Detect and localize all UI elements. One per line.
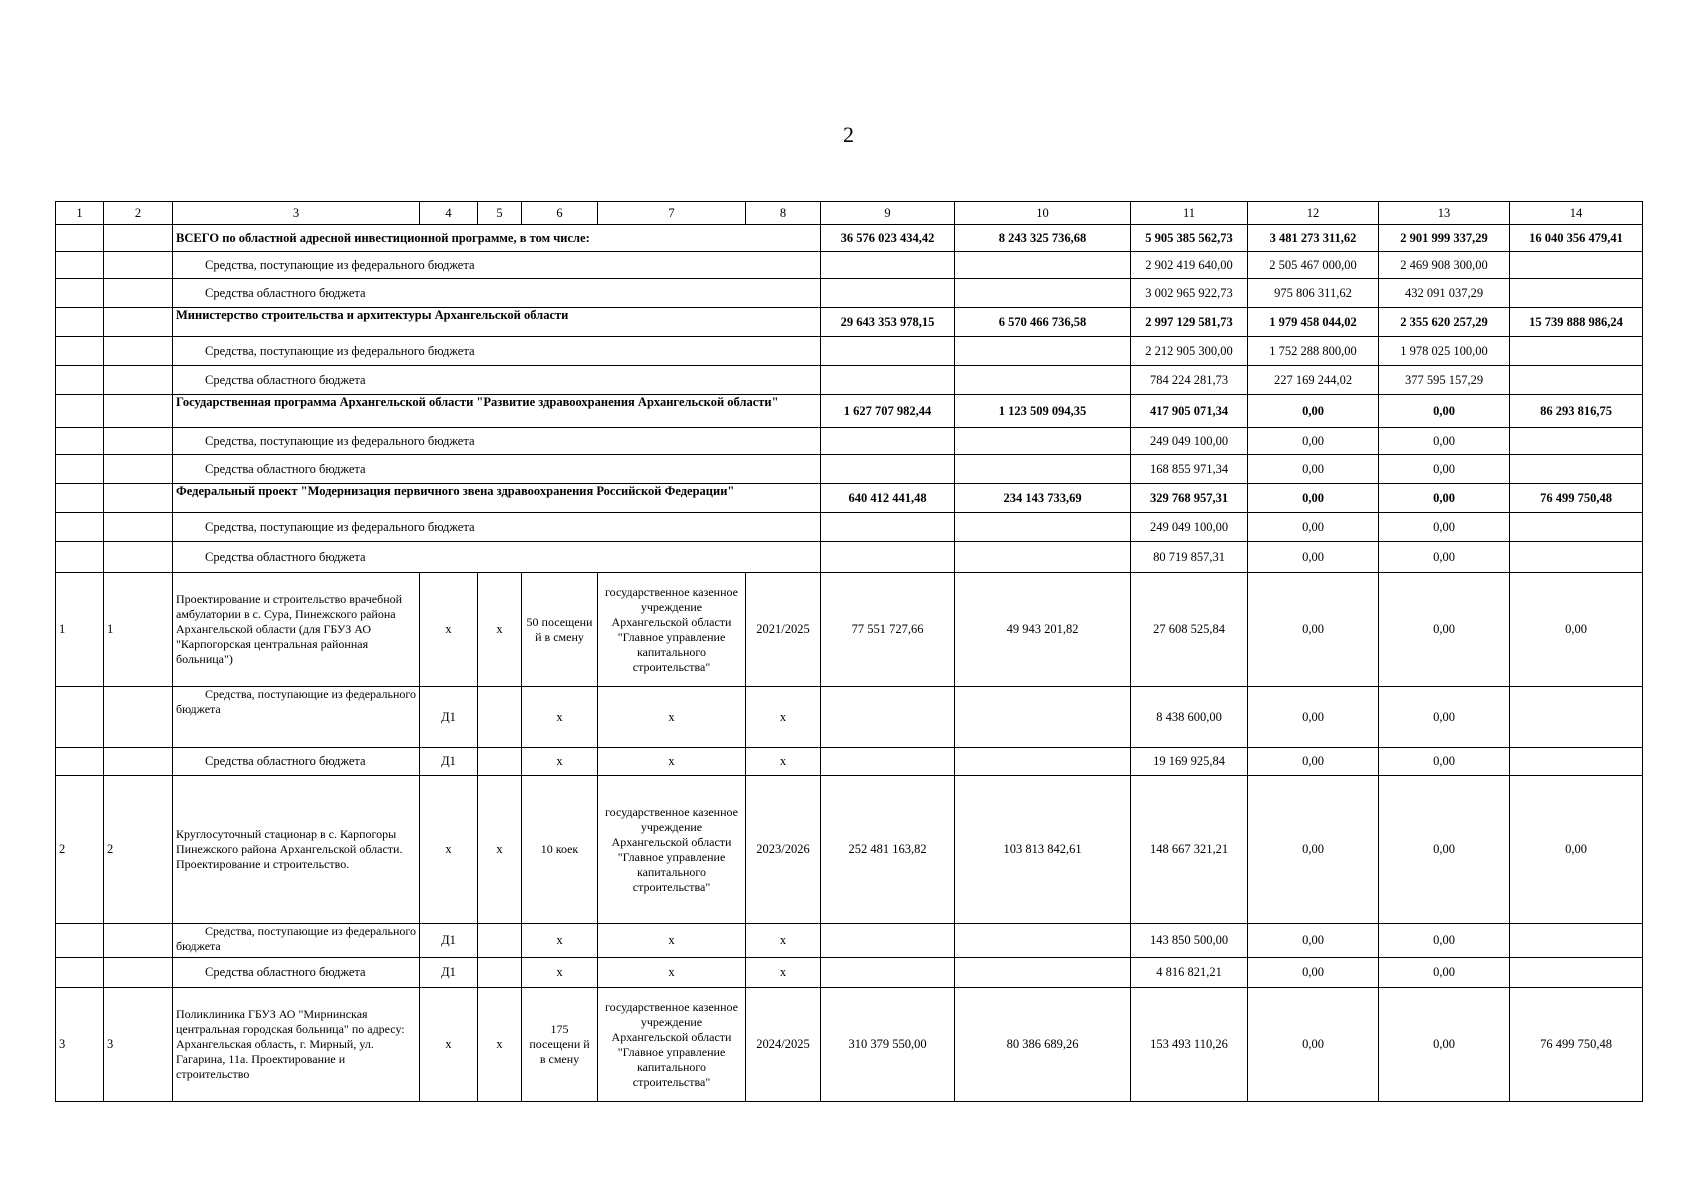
object-capacity: 10 коек <box>522 776 598 924</box>
table-body <box>56 202 1643 1102</box>
object-number: 2 <box>56 776 104 924</box>
object-capacity: x <box>522 748 598 776</box>
section-title: Министерство строительства и архитектуры Архангельской области <box>173 308 821 337</box>
cell-num <box>56 687 104 748</box>
amount-v12: 0,00 <box>1248 542 1379 573</box>
object-amount-v9 <box>821 958 955 988</box>
cell-num <box>56 455 104 484</box>
object-customer: x <box>598 687 746 748</box>
object-name: Проектирование и строительство врачебной амбулатории в с. Сура, Пинежского района Архангельской области (для ГБУЗ АО "Карпогорская центральная районная больница") <box>173 573 420 687</box>
object-period: 2023/2026 <box>746 776 821 924</box>
header-cell-11: 11 <box>1131 202 1248 225</box>
object-period: x <box>746 687 821 748</box>
amount-v14: 76 499 750,48 <box>1510 484 1643 513</box>
amount-v14: 15 739 888 986,24 <box>1510 308 1643 337</box>
amount-v14 <box>1510 428 1643 455</box>
amount-v11: 2 212 905 300,00 <box>1131 337 1248 366</box>
object-col4: Д1 <box>420 958 478 988</box>
cell-num <box>56 252 104 279</box>
object-amount-v12: 0,00 <box>1248 958 1379 988</box>
object-amount-v10: 49 943 201,82 <box>955 573 1131 687</box>
amount-v12: 1 752 288 800,00 <box>1248 337 1379 366</box>
amount-v13: 0,00 <box>1379 484 1510 513</box>
summary-row <box>56 252 1643 279</box>
object-amount-v14 <box>1510 687 1643 748</box>
object-col5 <box>478 748 522 776</box>
summary-row <box>56 337 1643 366</box>
object-amount-v11: 19 169 925,84 <box>1131 748 1248 776</box>
object-amount-v12: 0,00 <box>1248 988 1379 1102</box>
section-title: ВСЕГО по областной адресной инвестиционной программе, в том числе: <box>173 225 821 252</box>
funding-source-label: Средства, поступающие из федерального бюджета <box>173 428 821 455</box>
object-amount-v13: 0,00 <box>1379 687 1510 748</box>
amount-v14: 16 040 356 479,41 <box>1510 225 1643 252</box>
object-amount-v12: 0,00 <box>1248 748 1379 776</box>
cell-num2 <box>104 252 173 279</box>
amount-v14 <box>1510 337 1643 366</box>
investment-program-table <box>55 201 1643 1102</box>
object-col4: Д1 <box>420 924 478 958</box>
amount-v13: 2 901 999 337,29 <box>1379 225 1510 252</box>
object-row <box>56 776 1643 924</box>
amount-v13: 0,00 <box>1379 395 1510 428</box>
section-title: Федеральный проект "Модернизация первичного звена здравоохранения Российской Федерации" <box>173 484 821 513</box>
header-cell-9: 9 <box>821 202 955 225</box>
object-col5: x <box>478 776 522 924</box>
header-cell-3: 3 <box>173 202 420 225</box>
cell-num2 <box>104 542 173 573</box>
amount-v11: 2 997 129 581,73 <box>1131 308 1248 337</box>
object-amount-v9 <box>821 748 955 776</box>
object-col5: x <box>478 988 522 1102</box>
cell-num2 <box>104 958 173 988</box>
amount-v13: 0,00 <box>1379 542 1510 573</box>
object-capacity: x <box>522 687 598 748</box>
cell-num <box>56 279 104 308</box>
amount-v9 <box>821 542 955 573</box>
amount-v14 <box>1510 542 1643 573</box>
object-amount-v12: 0,00 <box>1248 687 1379 748</box>
amount-v11: 168 855 971,34 <box>1131 455 1248 484</box>
amount-v9 <box>821 337 955 366</box>
amount-v11: 5 905 385 562,73 <box>1131 225 1248 252</box>
object-amount-v13: 0,00 <box>1379 748 1510 776</box>
object-amount-v13: 0,00 <box>1379 776 1510 924</box>
object-row <box>56 573 1643 687</box>
header-cell-14: 14 <box>1510 202 1643 225</box>
amount-v13: 2 355 620 257,29 <box>1379 308 1510 337</box>
cell-num <box>56 748 104 776</box>
cell-num2 <box>104 428 173 455</box>
object-amount-v9: 252 481 163,82 <box>821 776 955 924</box>
amount-v13: 1 978 025 100,00 <box>1379 337 1510 366</box>
object-capacity: 175 посещени й в смену <box>522 988 598 1102</box>
object-name: Поликлиника ГБУЗ АО "Мирнинская центральная городская больница" по адресу: Архангельская область, г. Мирный, ул. Гагарина, 11а. Проектирование и строительство <box>173 988 420 1102</box>
object-amount-v12: 0,00 <box>1248 573 1379 687</box>
amount-v12: 3 481 273 311,62 <box>1248 225 1379 252</box>
column-number-header <box>56 202 1643 225</box>
amount-v11: 417 905 071,34 <box>1131 395 1248 428</box>
amount-v10: 1 123 509 094,35 <box>955 395 1131 428</box>
amount-v14 <box>1510 455 1643 484</box>
amount-v11: 2 902 419 640,00 <box>1131 252 1248 279</box>
object-customer: x <box>598 958 746 988</box>
object-amount-v10 <box>955 748 1131 776</box>
object-amount-v14 <box>1510 924 1643 958</box>
amount-v13: 0,00 <box>1379 455 1510 484</box>
object-funding-row <box>56 748 1643 776</box>
object-col5 <box>478 924 522 958</box>
summary-row <box>56 395 1643 428</box>
object-period: 2024/2025 <box>746 988 821 1102</box>
amount-v10 <box>955 513 1131 542</box>
object-amount-v11: 4 816 821,21 <box>1131 958 1248 988</box>
object-customer: x <box>598 924 746 958</box>
object-col5 <box>478 958 522 988</box>
amount-v14: 86 293 816,75 <box>1510 395 1643 428</box>
object-amount-v11: 153 493 110,26 <box>1131 988 1248 1102</box>
amount-v10 <box>955 428 1131 455</box>
amount-v12: 227 169 244,02 <box>1248 366 1379 395</box>
object-subnumber: 3 <box>104 988 173 1102</box>
amount-v12: 0,00 <box>1248 455 1379 484</box>
amount-v10 <box>955 337 1131 366</box>
object-customer: x <box>598 748 746 776</box>
cell-num <box>56 395 104 428</box>
amount-v12: 1 979 458 044,02 <box>1248 308 1379 337</box>
header-cell-10: 10 <box>955 202 1131 225</box>
cell-num <box>56 924 104 958</box>
object-col4: x <box>420 988 478 1102</box>
object-amount-v9 <box>821 924 955 958</box>
header-cell-5: 5 <box>478 202 522 225</box>
amount-v9 <box>821 279 955 308</box>
object-period: x <box>746 958 821 988</box>
amount-v14 <box>1510 252 1643 279</box>
funding-source-label: Средства областного бюджета <box>173 542 821 573</box>
funding-source-label: Средства областного бюджета <box>173 366 821 395</box>
summary-row <box>56 225 1643 252</box>
object-amount-v11: 27 608 525,84 <box>1131 573 1248 687</box>
funding-source-label: Средства областного бюджета <box>173 748 420 776</box>
amount-v9 <box>821 428 955 455</box>
amount-v12: 0,00 <box>1248 484 1379 513</box>
amount-v10: 6 570 466 736,58 <box>955 308 1131 337</box>
amount-v14 <box>1510 366 1643 395</box>
object-amount-v10 <box>955 687 1131 748</box>
object-funding-row <box>56 958 1643 988</box>
object-name: Круглосуточный стационар в с. Карпогоры Пинежского района Архангельской области. Проектирование и строительство. <box>173 776 420 924</box>
funding-source-label: Средства, поступающие из федерального бюджета <box>173 513 821 542</box>
summary-row <box>56 279 1643 308</box>
object-amount-v12: 0,00 <box>1248 776 1379 924</box>
summary-row <box>56 455 1643 484</box>
amount-v12: 975 806 311,62 <box>1248 279 1379 308</box>
cell-num2 <box>104 337 173 366</box>
header-cell-13: 13 <box>1379 202 1510 225</box>
object-amount-v14: 76 499 750,48 <box>1510 988 1643 1102</box>
summary-row <box>56 542 1643 573</box>
object-period: x <box>746 748 821 776</box>
object-capacity: x <box>522 924 598 958</box>
header-cell-12: 12 <box>1248 202 1379 225</box>
amount-v10 <box>955 366 1131 395</box>
section-title: Государственная программа Архангельской области "Развитие здравоохранения Архангельской области" <box>173 395 821 428</box>
funding-source-label: Средства, поступающие из федерального бюджета <box>173 337 821 366</box>
cell-num2 <box>104 455 173 484</box>
object-amount-v14 <box>1510 958 1643 988</box>
cell-num <box>56 428 104 455</box>
object-period: 2021/2025 <box>746 573 821 687</box>
amount-v10: 8 243 325 736,68 <box>955 225 1131 252</box>
header-cell-8: 8 <box>746 202 821 225</box>
object-col5: x <box>478 573 522 687</box>
object-amount-v12: 0,00 <box>1248 924 1379 958</box>
amount-v13: 2 469 908 300,00 <box>1379 252 1510 279</box>
amount-v11: 784 224 281,73 <box>1131 366 1248 395</box>
amount-v9: 1 627 707 982,44 <box>821 395 955 428</box>
amount-v12: 0,00 <box>1248 513 1379 542</box>
cell-num2 <box>104 395 173 428</box>
summary-row <box>56 308 1643 337</box>
object-col5 <box>478 687 522 748</box>
cell-num <box>56 337 104 366</box>
object-amount-v13: 0,00 <box>1379 924 1510 958</box>
amount-v11: 3 002 965 922,73 <box>1131 279 1248 308</box>
header-cell-1: 1 <box>56 202 104 225</box>
object-amount-v9: 77 551 727,66 <box>821 573 955 687</box>
object-number: 1 <box>56 573 104 687</box>
object-col4: Д1 <box>420 748 478 776</box>
object-funding-row <box>56 687 1643 748</box>
object-amount-v9 <box>821 687 955 748</box>
cell-num2 <box>104 279 173 308</box>
amount-v9: 640 412 441,48 <box>821 484 955 513</box>
header-cell-2: 2 <box>104 202 173 225</box>
object-subnumber: 1 <box>104 573 173 687</box>
funding-source-label: Средства, поступающие из федерального бюджета <box>173 252 821 279</box>
amount-v13: 377 595 157,29 <box>1379 366 1510 395</box>
cell-num2 <box>104 484 173 513</box>
amount-v10 <box>955 542 1131 573</box>
amount-v13: 432 091 037,29 <box>1379 279 1510 308</box>
funding-source-label: Средства областного бюджета <box>173 455 821 484</box>
amount-v10 <box>955 455 1131 484</box>
amount-v11: 249 049 100,00 <box>1131 428 1248 455</box>
summary-row <box>56 513 1643 542</box>
object-customer: государственное казенное учреждение Архангельской области "Главное управление капитального строительства" <box>598 776 746 924</box>
funding-source-label: Средства областного бюджета <box>173 279 821 308</box>
amount-v9: 29 643 353 978,15 <box>821 308 955 337</box>
header-cell-7: 7 <box>598 202 746 225</box>
object-amount-v13: 0,00 <box>1379 958 1510 988</box>
amount-v14 <box>1510 279 1643 308</box>
amount-v10: 234 143 733,69 <box>955 484 1131 513</box>
cell-num <box>56 513 104 542</box>
summary-row <box>56 428 1643 455</box>
funding-source-label: Средства, поступающие из федерального бюджета <box>173 924 420 958</box>
funding-source-label: Средства, поступающие из федерального бюджета <box>173 687 420 748</box>
object-amount-v9: 310 379 550,00 <box>821 988 955 1102</box>
amount-v11: 329 768 957,31 <box>1131 484 1248 513</box>
page-number: 2 <box>843 122 854 147</box>
amount-v13: 0,00 <box>1379 428 1510 455</box>
header-cell-6: 6 <box>522 202 598 225</box>
amount-v13: 0,00 <box>1379 513 1510 542</box>
object-amount-v10: 103 813 842,61 <box>955 776 1131 924</box>
object-amount-v13: 0,00 <box>1379 573 1510 687</box>
amount-v10 <box>955 279 1131 308</box>
amount-v9 <box>821 513 955 542</box>
amount-v9: 36 576 023 434,42 <box>821 225 955 252</box>
object-period: x <box>746 924 821 958</box>
cell-num <box>56 484 104 513</box>
cell-num <box>56 958 104 988</box>
cell-num2 <box>104 366 173 395</box>
cell-num2 <box>104 225 173 252</box>
amount-v11: 249 049 100,00 <box>1131 513 1248 542</box>
object-amount-v10 <box>955 924 1131 958</box>
amount-v12: 0,00 <box>1248 428 1379 455</box>
amount-v12: 0,00 <box>1248 395 1379 428</box>
object-amount-v14 <box>1510 748 1643 776</box>
cell-num2 <box>104 308 173 337</box>
cell-num2 <box>104 924 173 958</box>
object-amount-v14: 0,00 <box>1510 573 1643 687</box>
cell-num <box>56 225 104 252</box>
amount-v9 <box>821 366 955 395</box>
object-col4: x <box>420 776 478 924</box>
object-capacity: x <box>522 958 598 988</box>
object-customer: государственное казенное учреждение Архангельской области "Главное управление капитального строительства" <box>598 573 746 687</box>
cell-num <box>56 366 104 395</box>
object-amount-v13: 0,00 <box>1379 988 1510 1102</box>
object-amount-v11: 143 850 500,00 <box>1131 924 1248 958</box>
amount-v14 <box>1510 513 1643 542</box>
cell-num <box>56 542 104 573</box>
object-number: 3 <box>56 988 104 1102</box>
cell-num <box>56 308 104 337</box>
object-capacity: 50 посещени й в смену <box>522 573 598 687</box>
amount-v10 <box>955 252 1131 279</box>
cell-num2 <box>104 748 173 776</box>
cell-num2 <box>104 513 173 542</box>
header-cell-4: 4 <box>420 202 478 225</box>
object-amount-v10 <box>955 958 1131 988</box>
object-amount-v10: 80 386 689,26 <box>955 988 1131 1102</box>
object-funding-row <box>56 924 1643 958</box>
summary-row <box>56 366 1643 395</box>
amount-v12: 2 505 467 000,00 <box>1248 252 1379 279</box>
object-amount-v11: 148 667 321,21 <box>1131 776 1248 924</box>
object-customer: государственное казенное учреждение Архангельской области "Главное управление капитального строительства" <box>598 988 746 1102</box>
object-row <box>56 988 1643 1102</box>
object-col4: Д1 <box>420 687 478 748</box>
object-col4: x <box>420 573 478 687</box>
summary-row <box>56 484 1643 513</box>
amount-v11: 80 719 857,31 <box>1131 542 1248 573</box>
object-amount-v14: 0,00 <box>1510 776 1643 924</box>
cell-num2 <box>104 687 173 748</box>
amount-v9 <box>821 455 955 484</box>
funding-source-label: Средства областного бюджета <box>173 958 420 988</box>
amount-v9 <box>821 252 955 279</box>
object-amount-v11: 8 438 600,00 <box>1131 687 1248 748</box>
object-subnumber: 2 <box>104 776 173 924</box>
